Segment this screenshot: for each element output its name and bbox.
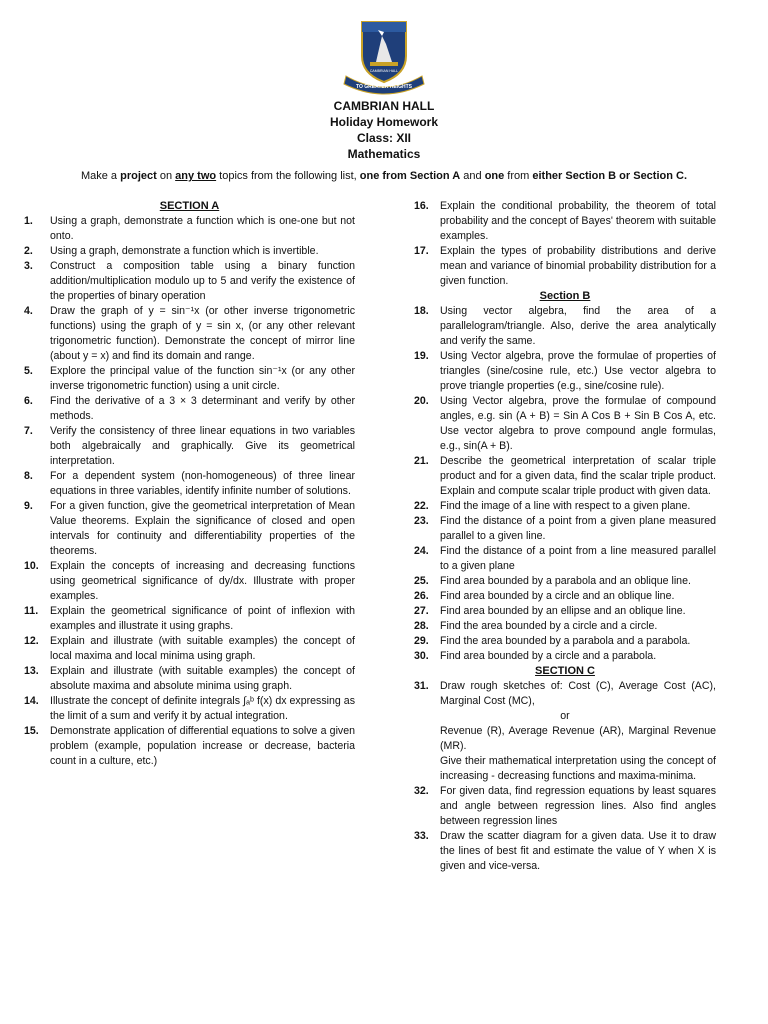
topic-31-revenue-line: Revenue (R), Average Revenue (AR), Marginal Revenue (MR). <box>440 725 716 752</box>
topic-text: Using a graph, demonstrate a function which is invertible. <box>50 245 319 257</box>
topic-text: Using Vector algebra, prove the formulae of properties of triangles (sine/cosine rule, etc.) Use vector algebra to prove triangle properties (e.g., sine/cosine rule). <box>440 350 716 392</box>
topic-text: Find area bounded by an ellipse and an oblique line. <box>440 605 686 617</box>
section-c-heading: SECTION C <box>535 665 595 677</box>
topic-number: 16. <box>414 200 429 212</box>
topic-item <box>414 349 716 394</box>
topic-number: 19. <box>414 350 429 362</box>
topic-number: 1. <box>24 215 33 227</box>
topic-item <box>24 559 355 604</box>
topic-text: Explain the conditional probability, the theorem of total probability and the concept of Bayes' theorem with suitable examples. <box>440 200 716 242</box>
topic-item <box>414 589 716 604</box>
topic-number: 6. <box>24 395 33 407</box>
topic-text: Explain the geometrical significance of point of inflexion with examples and illustrate it using graphs. <box>50 605 355 632</box>
topic-item <box>414 514 716 544</box>
instructions: Make a project on any two topics from the following list, one from Section A and one from either Section B or Section C. <box>80 170 688 182</box>
section-a-heading: SECTION A <box>159 200 220 212</box>
topic-text: Draw the scatter diagram for a given data. Use it to draw the lines of best fit and estimate the value of Y when X is given and vice-versa. <box>440 830 716 872</box>
topic-item <box>24 244 355 259</box>
topic-text: Find the area bounded by a parabola and a parabola. <box>440 635 691 647</box>
topic-number: 26. <box>414 590 429 602</box>
topic-number: 12. <box>24 635 39 647</box>
left-column <box>24 199 355 769</box>
topic-number: 2. <box>24 245 33 257</box>
topic-31-interpretation-line: Give their mathematical interpretation using the concept of increasing - decreasing functions and maxima-minima. <box>440 755 716 782</box>
topic-number: 17. <box>414 245 429 257</box>
document-subtitle: Holiday Homework <box>329 115 439 129</box>
topic-item <box>24 499 355 559</box>
topic-number: 30. <box>414 650 429 662</box>
topic-item <box>24 724 355 769</box>
topic-text: For a given function, give the geometrical interpretation of Mean Value theorems. Explain the significance of closed and open intervals for continuity and differentiability properties of the theorems. <box>50 500 355 557</box>
topic-item <box>24 259 355 304</box>
topic-number: 24. <box>414 545 429 557</box>
topic-item <box>414 604 716 619</box>
topic-text: For given data, find regression equations by least squares and angle between regression lines. Also find angles between regression lines <box>440 785 716 827</box>
topic-item <box>24 394 355 424</box>
topic-item <box>414 619 716 634</box>
topic-number: 31. <box>414 680 429 692</box>
topic-text: Demonstrate application of differential equations to solve a given problem (example, population increase or decrease, bacteria count in a culture, etc.) <box>50 725 355 767</box>
topic-text: For a dependent system (non-homogeneous) of three linear equations in three variables, identify infinite number of solutions. <box>50 470 355 497</box>
school-crest-logo <box>332 18 436 96</box>
topic-text: Explain and illustrate (with suitable examples) the concept of local maxima and local minima using graph. <box>50 635 355 662</box>
topic-text: Find area bounded by a parabola and an oblique line. <box>440 575 691 587</box>
topic-text: Find the area bounded by a circle and a circle. <box>440 620 658 632</box>
topic-text: Find area bounded by a circle and a parabola. <box>440 650 657 662</box>
topic-number: 4. <box>24 305 33 317</box>
topic-number: 27. <box>414 605 429 617</box>
topic-item <box>414 679 716 709</box>
topic-text: Using a graph, demonstrate a function which is one-one but not onto. <box>50 215 355 242</box>
topic-number: 28. <box>414 620 429 632</box>
crest-name-text: CAMBRIAN HALL <box>369 69 399 73</box>
topic-item <box>414 634 716 649</box>
topic-text: Explain the concepts of increasing and decreasing functions using geometrical significance of dy/dx. Illustrate with proper examples. <box>50 560 355 602</box>
topic-text: Find the distance of a point from a given plane measured parallel to a given line. <box>440 515 716 542</box>
topic-item <box>24 469 355 499</box>
topic-number: 9. <box>24 500 33 512</box>
topic-item <box>414 244 716 289</box>
topic-item <box>24 304 355 364</box>
crest-motto-text: TO GREATER HEIGHTS <box>356 84 412 90</box>
topic-number: 18. <box>414 305 429 317</box>
topic-text: Find the derivative of a 3 × 3 determinant and verify by other methods. <box>50 395 355 422</box>
topic-number: 7. <box>24 425 33 437</box>
topic-text: Using vector algebra, find the area of a parallelogram/triangle. Also, derive the area analytically and verify the same. <box>440 305 716 347</box>
topic-text: Verify the consistency of three linear equations in two variables both algebraically and graphically. Give its geometrical interpretation. <box>50 425 355 467</box>
topic-number: 21. <box>414 455 429 467</box>
right-column <box>414 199 716 874</box>
topic-item <box>24 214 355 244</box>
topic-text: Explain the types of probability distributions and derive mean and variance of binomial probability distribution for a given function. <box>440 245 716 287</box>
topic-number: 3. <box>24 260 33 272</box>
topic-item <box>414 784 716 829</box>
topic-text: Find area bounded by a circle and an oblique line. <box>440 590 675 602</box>
topic-item <box>24 364 355 394</box>
topic-text: Find the distance of a point from a line measured parallel to a given plane <box>440 545 716 572</box>
topic-number: 13. <box>24 665 39 677</box>
topic-item <box>414 394 716 454</box>
subject-label: Mathematics <box>347 147 421 161</box>
topic-item <box>24 634 355 664</box>
topic-item <box>414 454 716 499</box>
topic-item <box>414 544 716 574</box>
topic-item <box>24 694 355 724</box>
topic-text: Using Vector algebra, prove the formulae of compound angles, e.g. sin (A + B) = Sin A Cos B + Sin B Cos A, etc. Use vector algebra to prove compound angle formulas, e.g., sin(A + B). <box>440 395 716 452</box>
topic-number: 5. <box>24 365 33 377</box>
topic-item <box>414 649 716 664</box>
topic-number: 25. <box>414 575 429 587</box>
class-label: Class: XII <box>356 131 412 145</box>
topic-number: 11. <box>24 605 39 617</box>
topic-number: 29. <box>414 635 429 647</box>
topic-item <box>414 499 716 514</box>
topic-text: Draw the graph of y = sin⁻¹x (or other inverse trigonometric functions) using the graph of y = sin x, (or any other relevant trigonometric function). Demonstrate the concept of mirror line (about y = x) and find its domain and range. <box>50 305 355 362</box>
topic-text: Explore the principal value of the function sin⁻¹x (or any other inverse trigonometric function) using a unit circle. <box>50 365 355 392</box>
topic-number: 32. <box>414 785 429 797</box>
topic-item <box>24 424 355 469</box>
topic-text: Construct a composition table using a binary function addition/multiplication modulo up to 5 and verify the existence of the properties of binary operation <box>50 260 355 302</box>
topic-number: 20. <box>414 395 429 407</box>
topic-item <box>24 604 355 634</box>
topic-number: 10. <box>24 560 39 572</box>
topic-item <box>414 574 716 589</box>
topic-item <box>414 304 716 349</box>
topic-text: Explain and illustrate (with suitable examples) the concept of absolute maxima and absolute minima using graph. <box>50 665 355 692</box>
or-separator: or <box>560 710 570 722</box>
topic-item <box>24 664 355 694</box>
topic-text: Illustrate the concept of definite integrals ∫ₐᵇ f(x) dx expressing as the limit of a sum and verify it by actual integration. <box>50 695 355 722</box>
school-name: CAMBRIAN HALL <box>333 99 435 113</box>
topic-number: 8. <box>24 470 33 482</box>
topic-number: 15. <box>24 725 39 737</box>
topic-item <box>414 829 716 874</box>
topic-text: Describe the geometrical interpretation of scalar triple product and for a given data, find the scalar triple product. Explain and compute scalar triple product with given data. <box>440 455 716 497</box>
section-b-heading: Section B <box>539 290 591 302</box>
topic-text: Draw rough sketches of: Cost (C), Average Cost (AC), Marginal Cost (MC), <box>440 680 716 707</box>
topic-number: 23. <box>414 515 429 527</box>
topic-number: 33. <box>414 830 429 842</box>
topic-number: 14. <box>24 695 39 707</box>
topic-number: 22. <box>414 500 429 512</box>
topic-item <box>414 199 716 244</box>
topic-text: Find the image of a line with respect to a given plane. <box>440 500 691 512</box>
